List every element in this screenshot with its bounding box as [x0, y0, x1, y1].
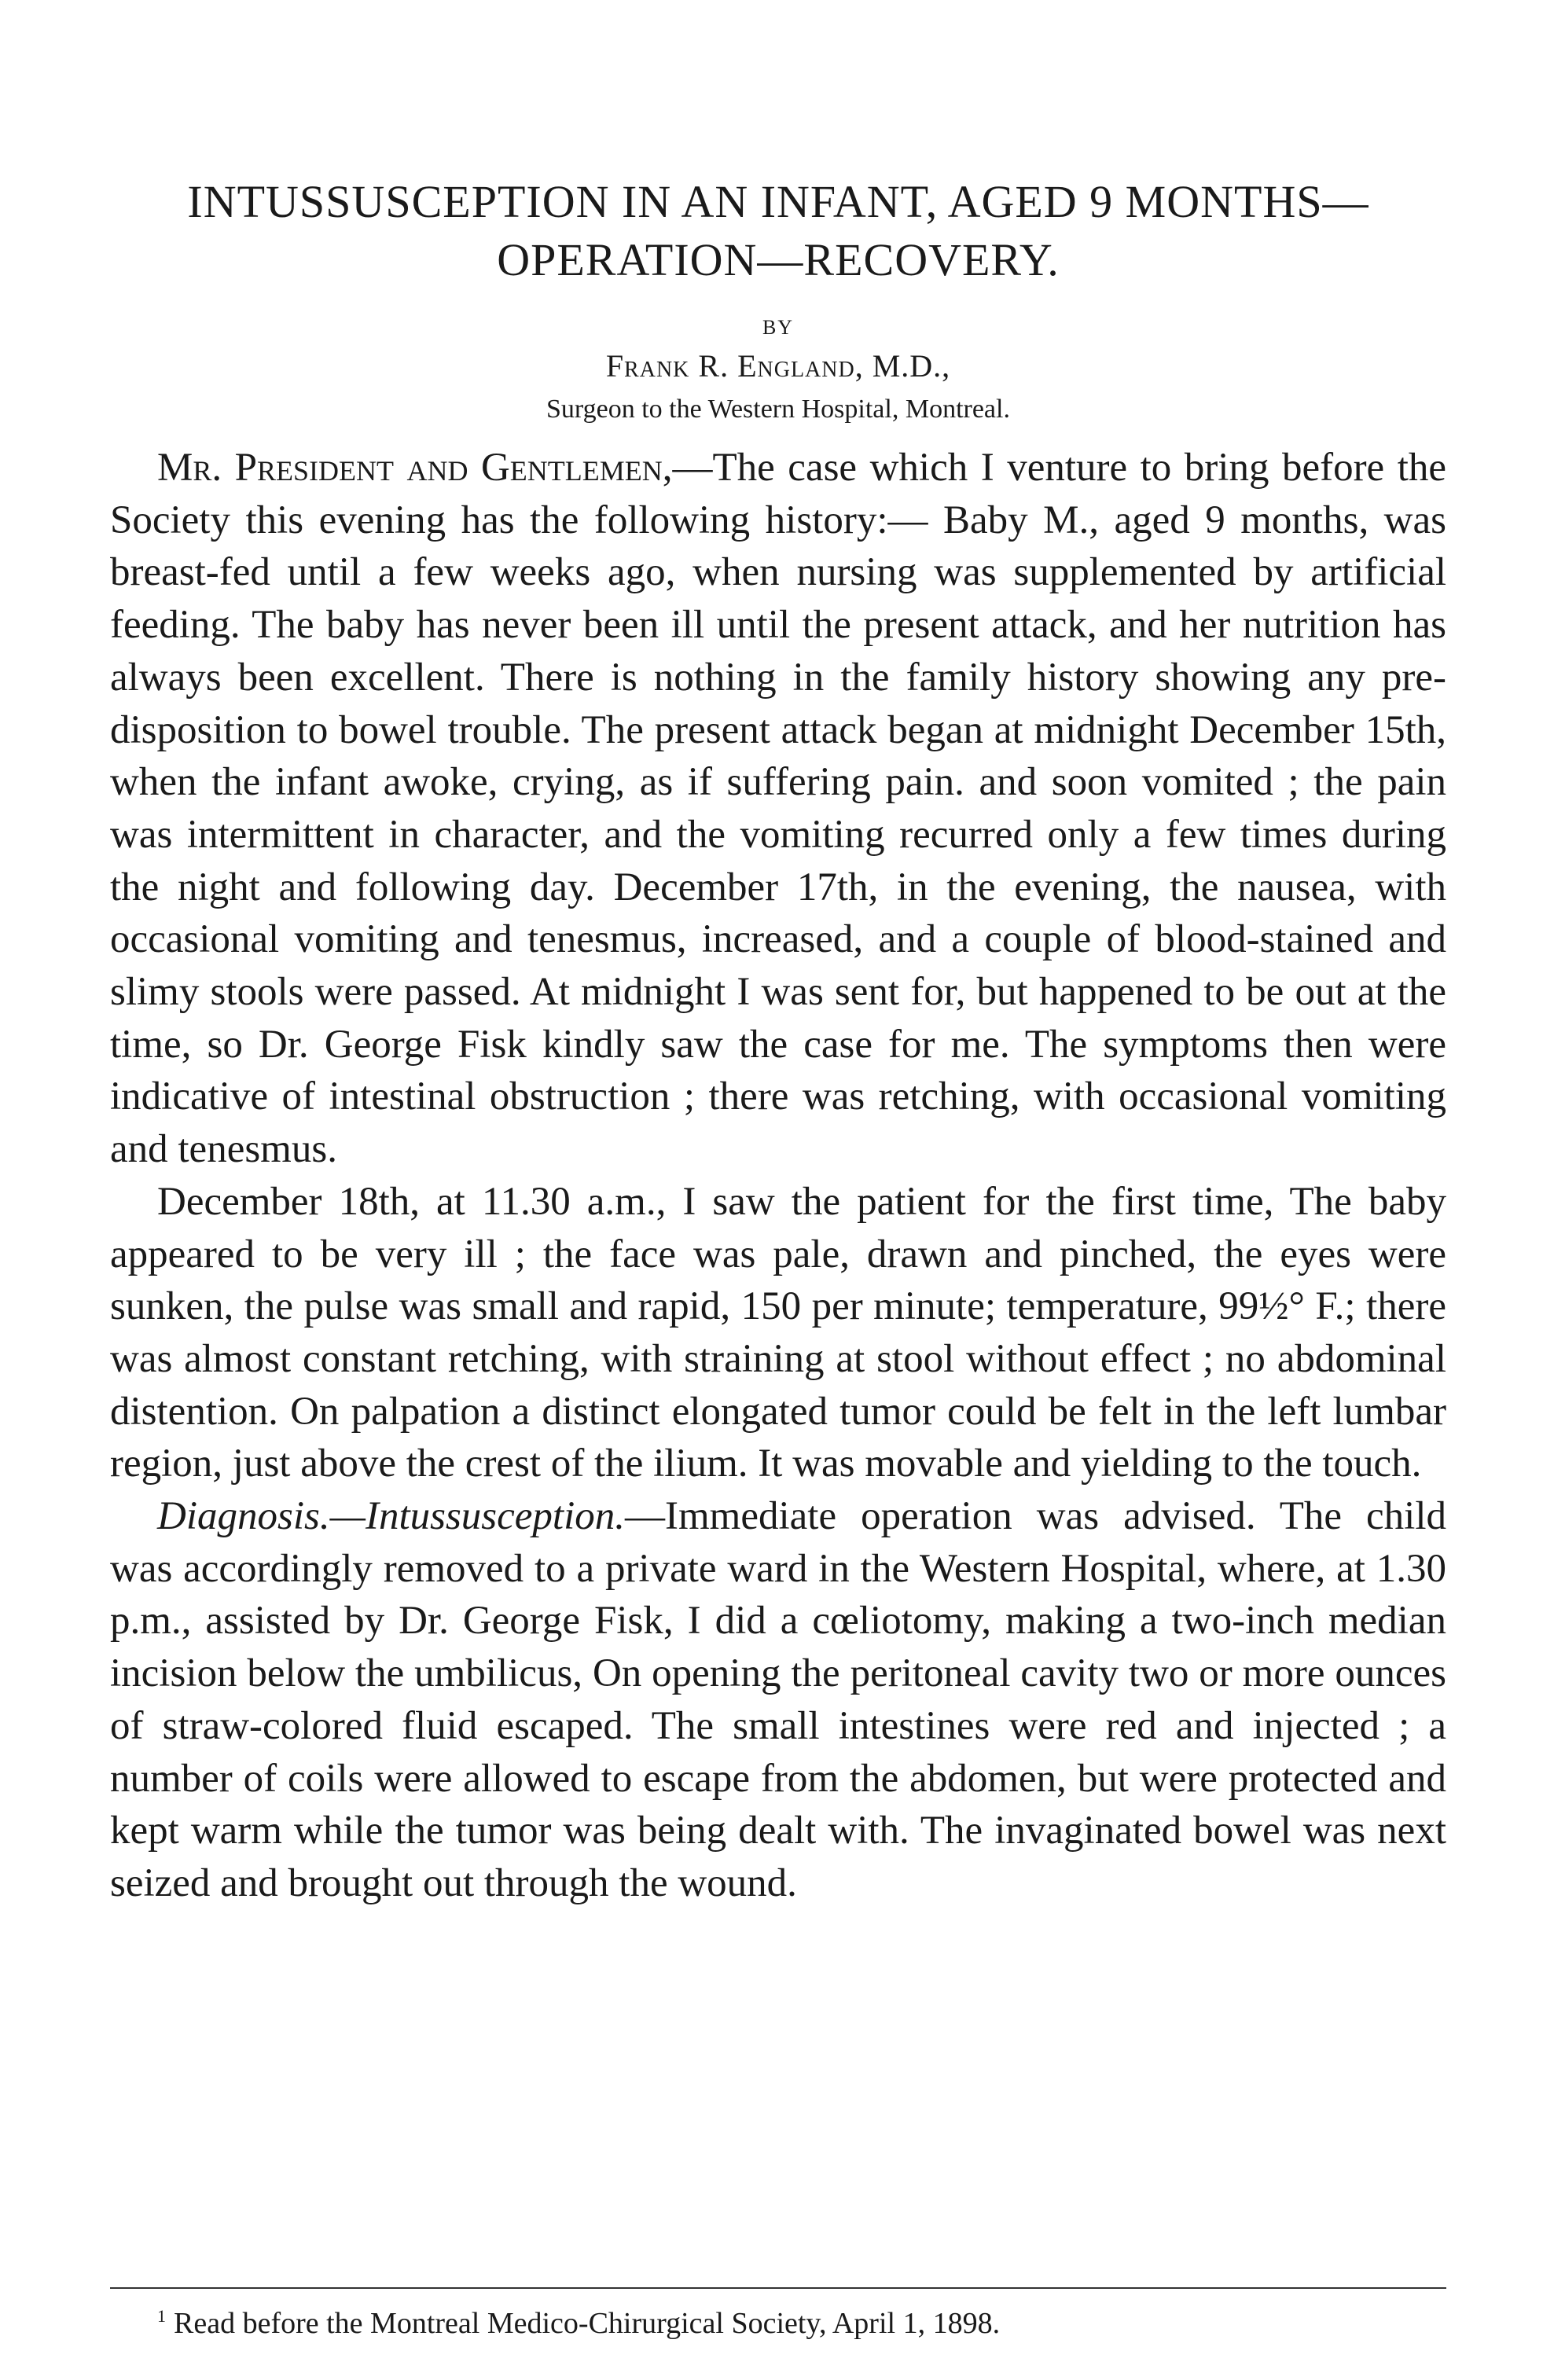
article-page — [110, 0, 1446, 2380]
title-line-2: OPERATION—RECOVERY. — [497, 234, 1060, 285]
title-line-1: INTUSSUSCEPTION IN AN INFANT, AGED 9 MONTHS— — [187, 176, 1369, 227]
footnote-text: Read before the Montreal Medico-Chirurgical Society, April 1, 1898. — [174, 2307, 1001, 2340]
article-body — [110, 442, 1446, 1910]
author-affiliation: Surgeon to the Western Hospital, Montreal. — [546, 395, 1010, 424]
paragraph-operation-text: —Immediate operation was advised. The child was accordingly removed to a private ward in the Western Hospital, where, at 1.30 p.m., assisted by Dr. George Fisk, I did a cœliotomy, making a two-inch median incision below the umbilicus, On opening the peritoneal cavity two or more ounces of straw-colored fluid escaped. The small intestines were red and injected ; a number of coils were allowed to escape from the abdomen, but were protected and kept warm while the tumor was being dealt with. The invaginated bowel was next seized and brought out through the wound. — [110, 1494, 1446, 1905]
paragraph-history — [110, 442, 1446, 1176]
paragraph-history-text: —The case which I venture to bring before the Society this evening has the following history:— Baby M., aged 9 months, was breast-fed until a few weeks ago, when nursing was supplemented by artificial feeding. The baby has never been ill until the present attack, and her nutrition has always been excellent. There is nothing in the family history showing any predisposition to bowel trouble. The present attack began at midnight December 15th, when the infant awoke, crying, as if suffering pain. and soon vomited ; the pain was intermittent in character, and the vomiting recurred only a few times during the night and following day. December 17th, in the evening, the nausea, with occasional vomiting and tenesmus, increased, and a couple of blood-stained and slimy stools were passed. At midnight I was sent for, but happened to be out at the time, so Dr. George Fisk kindly saw the case for me. The symptoms then were indicative of intestinal obstruction ; there was retching, with occasional vomiting and tenesmus. — [110, 446, 1446, 1172]
footnote-mark: 1 — [157, 2306, 166, 2327]
salutation: Mr. President and Gentlemen, — [157, 446, 673, 490]
author-name: Frank R. England, M.D., — [605, 348, 951, 384]
by-line: BY — [762, 316, 795, 339]
paragraph-operation — [110, 1490, 1446, 1910]
footnote — [157, 2306, 1446, 2342]
footnote-rule — [110, 2287, 1446, 2289]
diagnosis-label: Diagnosis.—Intussusception. — [157, 1494, 626, 1539]
paragraph-examination: December 18th, at 11.30 a.m., I saw the patient for the first time, The baby appeared to be very ill ; the face was pale, drawn and pinched, the eyes were sunken, the pulse was small and rapid, 150 per minute; temperature, 99½° F.; there was almost constant retching, with straining at stool without effect ; no abdominal distention. On palpation a distinct elongated tumor could be felt in the left lumbar region, just above the crest of the ilium. It was movable and yielding to the touch. — [110, 1179, 1446, 1486]
